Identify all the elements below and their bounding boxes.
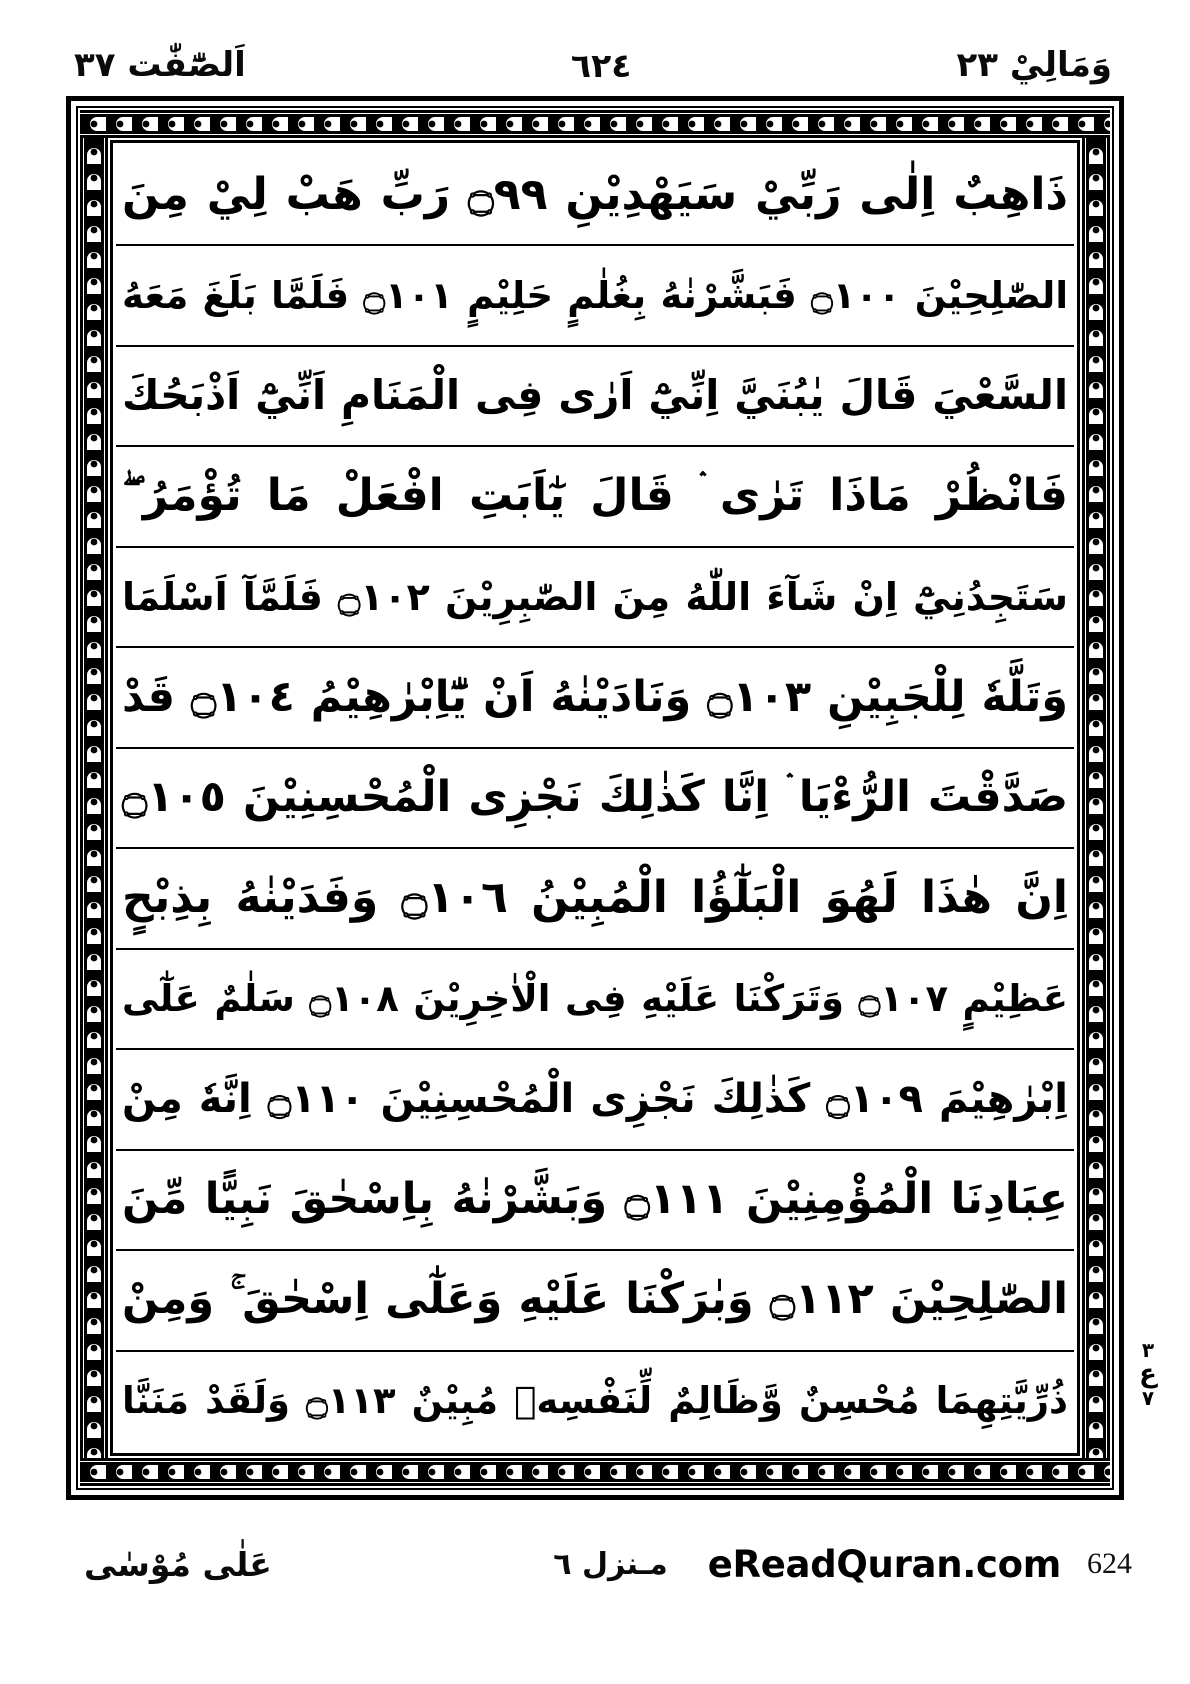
ayah-line [116,749,1074,849]
header-surah-label: اَلصّٰٓفّٰت ٣٧ [74,45,246,85]
ruku-ain-icon: ع [1139,1359,1157,1389]
footer-brand-link[interactable]: eReadQuran.com [707,1542,1061,1586]
ayah-line [116,648,1074,748]
ayah-line-text: وَتَلَّهٗ لِلْجَبِيْنِ ۝١٠٣ وَنَادَيْنٰهُ اَنْ يّٰٓاِبْرٰهِيْمُ ۝١٠٤ قَدْ [122,671,1069,722]
ayah-line-text: ذُرِّيَّتِهِمَا مُحْسِنٌ وَّظَالِمٌ لِّنَفْسِهٖ مُبِيْنٌ ۝١١٣ وَلَقَدْ مَنَنَّا [122,1378,1068,1422]
ayah-line-text: فَانْظُرْ مَاذَا تَرٰى ۛ قَالَ يٰٓاَبَتِ افْعَلْ مَا تُؤْمَرُ ۖ [122,470,1068,522]
ayah-line [116,347,1074,447]
ayah-line-list [116,146,1074,1450]
ayah-line-text: صَدَّقْتَ الرُّءْيَا ۛ اِنَّا كَذٰلِكَ نَجْزِى الْمُحْسِنِيْنَ ۝١٠٥ [122,772,1068,823]
header-juz-label: وَمَالِيْ ٢٣ [956,45,1112,85]
ayah-line [116,1352,1074,1450]
ayah-line [116,447,1074,547]
ayah-line-text: عَظِيْمٍ ۝١٠٧ وَتَرَكْنَا عَلَيْهِ فِى الْاٰخِرِيْنَ ۝١٠٨ سَلٰمٌ عَلٰٓى [122,977,1068,1021]
ornament-band-right [1082,138,1110,1458]
ayah-line [116,1251,1074,1351]
ruku-numerator: ٣ [1141,1338,1155,1362]
ayah-line [116,146,1074,246]
ruku-denominator: ٧ [1141,1386,1155,1411]
page-footer [66,1524,1132,1604]
frame-ornament-border [76,106,1114,1490]
ayah-line-text: عِبَادِنَا الْمُؤْمِنِيْنَ ۝١١١ وَبَشَّرْنٰهُ بِاِسْحٰقَ نَبِيًّا مِّنَ [122,1173,1069,1224]
footer-page-number: 624 [1087,1547,1132,1580]
ayah-line-text: اِبْرٰهِيْمَ ۝١٠٩ كَذٰلِكَ نَجْزِى الْمُحْسِنِيْنَ ۝١١٠ اِنَّهٗ مِنْ [122,1076,1069,1123]
ayah-line-text: اِنَّ هٰذَا لَهُوَ الْبَلٰٓؤُا الْمُبِيْنُ ۝١٠٦ وَفَدَيْنٰهُ بِذِبْحٍ [122,872,1068,924]
ayah-line-text: الصّٰلِحِيْنَ ۝١٠٠ فَبَشَّرْنٰهُ بِغُلٰمٍ حَلِيْمٍ ۝١٠١ فَلَمَّا بَلَغَ مَعَهُ [122,273,1069,317]
ayah-line [116,849,1074,949]
quran-page-frame [66,96,1124,1500]
ayah-line [116,548,1074,648]
ayah-line [116,246,1074,346]
ayah-line-text: السَّعْيَ قَالَ يٰبُنَيَّ اِنِّيْٓ اَرٰى فِى الْمَنَامِ اَنِّيْٓ اَذْبَحُكَ [122,371,1068,420]
quran-text-area [110,140,1080,1456]
ayah-line [116,1050,1074,1150]
ayah-line [116,1151,1074,1251]
ayah-line [116,950,1074,1050]
ruku-margin-mark [1126,1340,1170,1409]
page-header [60,34,1130,96]
ornament-band-left [80,138,108,1458]
header-page-number-arabic: ٦٢٤ [570,45,632,85]
footer-left-label: عَلٰى مُوْسٰى [84,1544,272,1584]
ornament-band-top [80,110,1110,138]
ayah-line-text: ذَاهِبٌ اِلٰى رَبِّيْ سَيَهْدِيْنِ ۝٩٩ رَبِّ هَبْ لِيْ مِنَ [122,168,1068,220]
ayah-line-text: الصّٰلِحِيْنَ ۝١١٢ وَبٰرَكْنَا عَلَيْهِ وَعَلٰٓى اِسْحٰقَ ۚ وَمِنْ [122,1274,1068,1325]
ornament-band-bottom [80,1458,1110,1486]
ayah-line-text: سَتَجِدُنِيْٓ اِنْ شَآءَ اللّٰهُ مِنَ الصّٰبِرِيْنَ ۝١٠٢ فَلَمَّآ اَسْلَمَا [122,574,1068,619]
footer-manzil-label: مـنزل ٦ [553,1546,668,1582]
